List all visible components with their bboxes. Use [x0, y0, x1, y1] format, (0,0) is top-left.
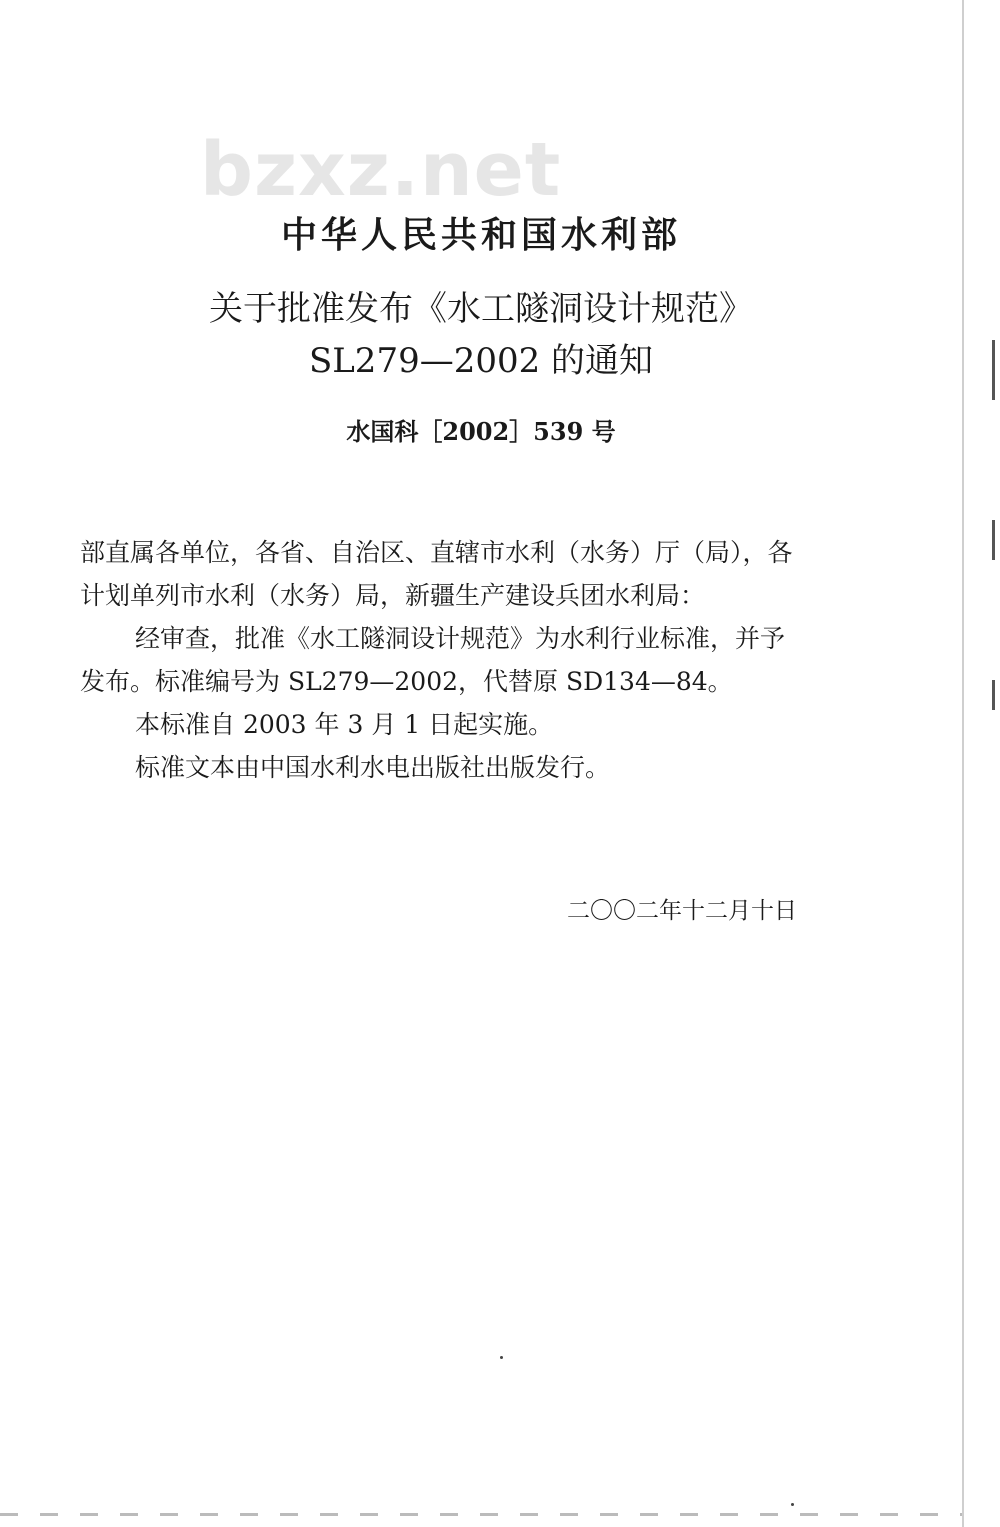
- paragraph-publisher: 标准文本由中国水利水电出版社出版发行。: [135, 753, 611, 782]
- scan-edge-mark: [992, 340, 995, 400]
- addressee-line-1: 部直属各单位，各省、自治区、直辖市水利（水务）厅（局），各: [80, 538, 793, 567]
- scan-edge-mark: [992, 520, 995, 560]
- scan-bottom-artifact: [0, 1513, 962, 1516]
- scan-speck: [791, 1503, 794, 1506]
- paragraph-effective-date: 本标准自 2003 年 3 月 1 日起实施。: [135, 710, 554, 739]
- issue-date: 二〇〇二年十二月十日: [567, 898, 797, 924]
- watermark: bzxz.net: [200, 127, 562, 213]
- addressee-line-2: 计划单列市水利（水务）局，新疆生产建设兵团水利局：: [80, 581, 706, 610]
- scan-speck: [500, 1356, 503, 1359]
- issuing-authority: 中华人民共和国水利部: [280, 214, 681, 256]
- paragraph-approval-line-1: 经审查，批准《水工隧洞设计规范》为水利行业标准，并予: [135, 624, 786, 653]
- paragraph-approval-line-2: 发布。标准编号为 SL279—2002，代替原 SD134—84。: [80, 667, 733, 696]
- document-number: 水国科［2002］539 号: [346, 417, 616, 446]
- notice-title-line-1: 关于批准发布《水工隧洞设计规范》: [209, 289, 753, 329]
- scan-edge-mark: [992, 680, 995, 710]
- page-edge-line: [962, 0, 964, 1527]
- notice-title-line-2: SL279—2002 的通知: [308, 341, 654, 381]
